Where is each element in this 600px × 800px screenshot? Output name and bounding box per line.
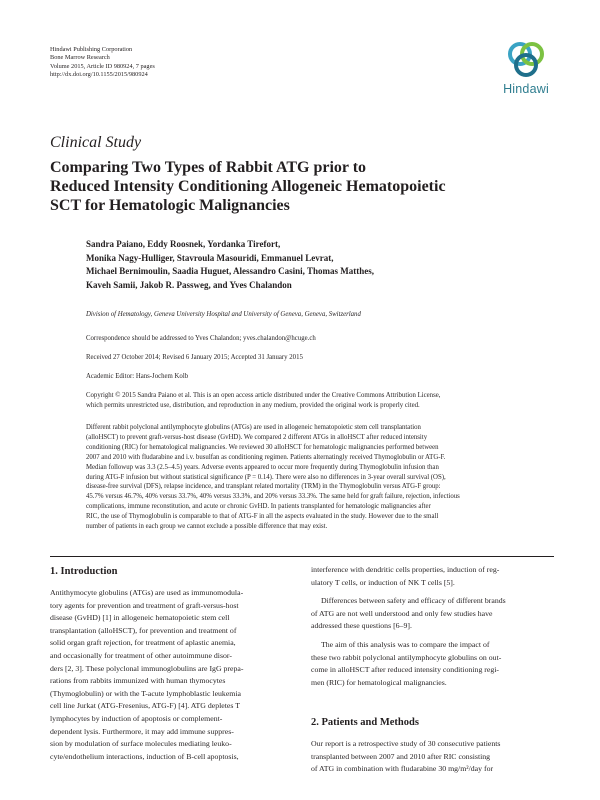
abstract-line: (alloHSCT) to prevent graft-versus-host disease (GvHD). We compared 2 different ATGs in alloHSCT after reduced intensity: [86, 433, 428, 441]
introduction-body: [50, 587, 294, 763]
body-line: sion by modulation of surface molecules mediating leuko-: [50, 739, 232, 749]
abstract-line: disease-free survival (DFS), relapse incidence, and transplant related mortality (TRM) in the Thymoglobulin versus ATG-F group:: [86, 483, 441, 491]
body-line: Our report is a retrospective study of 30 consecutive patients: [311, 739, 501, 748]
body-line: Differences between safety and efficacy of different brands: [321, 596, 506, 606]
body-line: ders [2, 3]. These polyclonal immunoglobulins are IgG prepa-: [50, 663, 244, 673]
author-list: [86, 238, 506, 292]
author-line: Sandra Paiano, Eddy Roosnek, Yordanka Tirefort,: [86, 239, 281, 249]
hindawi-logo-icon: [504, 40, 548, 80]
body-line: rations from rabbits immunized with human thymocytes: [50, 676, 226, 686]
body-line: ulatory T cells, or induction of NK T cells [5].: [311, 577, 455, 587]
body-line: transplanted between 2007 and 2010 after RIC consisting: [311, 751, 491, 761]
abstract-line: 2007 and 2010 with fludarabine and i.v. busulfan as conditioning regimen. Patients alternatingly received Thymoglobulin or ATG-F.: [86, 453, 446, 461]
license-line: Copyright © 2015 Sandra Paiano et al. This is an open access article distributed under the Creative Commons Attribution License,: [86, 392, 441, 399]
abstract-line: complications, immune reconstitution, and acute or chronic GvHD. In patients transplanted for hematologic malignancies after: [86, 503, 431, 511]
body-line: transplantation (alloHSCT), for prevention and treatment of: [50, 625, 237, 635]
body-line: dependent lysis. Furthermore, it may add immune suppres-: [50, 726, 234, 736]
abstract-line: 45.7% versus 46.7%, 40% versus 33.7%, 40% versus 33.3%, and 20% versus 33.3%. The same held for graft failure, rejection, infectious: [86, 493, 460, 501]
article-title: [50, 158, 470, 216]
body-line: these two rabbit polyclonal antilymphocyte globulins on out-: [311, 652, 502, 662]
right-column-body: [311, 564, 555, 689]
affiliation: Division of Hematology, Geneva University Hospital and University of Geneva, Geneva, Switzerland: [86, 311, 361, 318]
publisher-name: Hindawi Publishing Corporation: [50, 46, 133, 53]
volume-info: Volume 2015, Article ID 980924, 7 pages: [50, 62, 155, 70]
journal-name: Bone Marrow Research: [50, 54, 110, 62]
body-line: (Thymoglobulin) or with the T-acute lymphoblastic leukemia: [50, 688, 241, 698]
publication-dates: Received 27 October 2014; Revised 6 January 2015; Accepted 31 January 2015: [86, 354, 303, 361]
abstract-line: number of patients in each group we cannot exclude a possible difference that may exist.: [86, 523, 328, 531]
body-line: lymphocytes by induction of apoptosis or complement-: [50, 713, 223, 723]
abstract-line: Median followup was 3.3 (2.5–4.5) years. Adverse events appeared to occur more frequently during Thymoglobulin infusion than: [86, 463, 439, 471]
body-line: cyte/endothelium interactions, induction of B-cell apoptosis,: [50, 751, 239, 761]
body-line: addressed these questions [6–9].: [311, 621, 412, 631]
methods-body: [311, 738, 555, 776]
methods-heading: 2. Patients and Methods: [311, 717, 419, 728]
body-line: cell line Jurkat (ATG-Fresenius, ATG-F) [4]. ATG depletes T: [50, 701, 240, 711]
body-line: The aim of this analysis was to compare the impact of: [321, 639, 490, 649]
title-line: Comparing Two Types of Rabbit ATG prior to: [50, 159, 367, 176]
abstract: [86, 423, 554, 532]
body-line: and occasionally for treatment of other autoimmune disor-: [50, 650, 232, 660]
body-line: come in alloHSCT after reduced intensity conditioning regi-: [311, 665, 500, 675]
body-line: disease (GvHD) [1] in allogeneic hematopoietic stem cell: [50, 613, 230, 623]
author-line: Kaveh Samii, Jakob R. Passweg, and Yves Chalandon: [86, 279, 292, 290]
article-type: Clinical Study: [50, 134, 142, 151]
abstract-line: during ATG-F infusion but without statistical significance (P = 0.14). There were also no differences in 3-year overall survival (OS),: [86, 473, 446, 481]
license-statement: [86, 391, 551, 411]
body-line: men (RIC) for hematological malignancies.: [311, 677, 447, 687]
body-line: of ATG are not well understood and only few studies have: [311, 608, 493, 618]
body-line: solid organ graft rejection, for treatment of aplastic anemia,: [50, 638, 236, 648]
license-line: which permits unrestricted use, distribution, and reproduction in any medium, provided the original work is properly cited.: [86, 402, 420, 410]
section-divider: [50, 556, 554, 557]
body-line: tory agents for prevention and treatment of graft-versus-host: [50, 600, 239, 610]
author-line: Monika Nagy-Hulliger, Stavroula Masouridi, Emmanuel Levrat,: [86, 252, 334, 263]
abstract-line: conditioning (RIC) for hematological malignancies. We reviewed 30 alloHSCT for hematologic malignancies performed between: [86, 443, 439, 451]
introduction-heading: 1. Introduction: [50, 566, 118, 577]
hindawi-logo: [498, 40, 554, 96]
academic-editor: Academic Editor: Hans-Jochem Kolb: [86, 373, 189, 380]
doi-link[interactable]: http://dx.doi.org/10.1155/2015/980924: [50, 70, 148, 78]
body-line: Antithymocyte globulins (ATGs) are used as immunomodula-: [50, 588, 244, 597]
abstract-line: RIC, the use of Thymoglobulin is comparable to that of ATG-F in all the aspects evaluated in the study. However due to the small: [86, 513, 439, 521]
title-line: SCT for Hematologic Malignancies: [50, 197, 290, 215]
hindawi-logo-text: Hindawi: [503, 82, 549, 96]
abstract-line: Different rabbit polyclonal antilymphocyte globulins (ATGs) are used in allogeneic hematopoietic stem cell transplantation: [86, 424, 421, 431]
correspondence: Correspondence should be addressed to Yves Chalandon; yves.chalandon@hcuge.ch: [86, 335, 316, 342]
title-line: Reduced Intensity Conditioning Allogeneic Hematopoietic: [50, 178, 446, 196]
body-line: interference with dendritic cells properties, induction of reg-: [311, 565, 500, 574]
author-line: Michael Bernimoulin, Saadia Huguet, Alessandro Casini, Thomas Matthes,: [86, 266, 374, 277]
body-line: of ATG in combination with fludarabine 30 mg/m²/day for: [311, 764, 494, 774]
journal-header: [50, 46, 155, 79]
